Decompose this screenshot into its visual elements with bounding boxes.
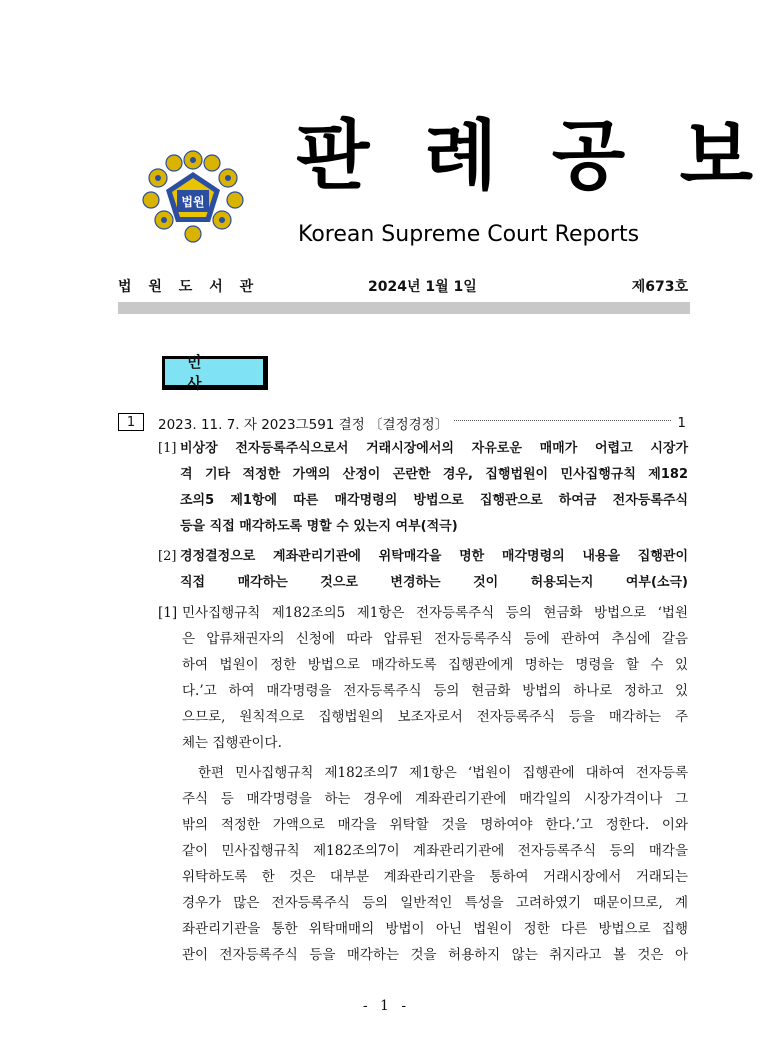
summary-item <box>158 544 688 596</box>
text-line: 체는 집행관이다. <box>182 735 282 751</box>
page-footer: - 1 - <box>362 998 411 1014</box>
publisher: 법 원 도 서 관 <box>118 279 260 295</box>
text-line: 등을 직접 매각하도록 명할 수 있는지 여부(적극) <box>180 519 458 534</box>
text-line: 같이 민사집행규칙 제182조의7이 계좌관리기관에 전자등록주식 등의 매각을 <box>182 843 688 859</box>
masthead-title: 판 례 공 보 <box>296 111 768 200</box>
case-heading: 2023. 11. 7. 자 2023그591 결정 〔결정경정〕 <box>158 417 449 433</box>
section-label: 민 사 <box>164 358 264 386</box>
summary-item <box>158 436 688 540</box>
text-line: 직접 매각하는 것으로 변경하는 것이 허용되는지 여부(소극) <box>180 575 688 590</box>
header-divider <box>118 302 690 314</box>
masthead-subtitle: Korean Supreme Court Reports <box>298 222 640 247</box>
issue-number: 제673호 <box>631 279 688 295</box>
section-label-box <box>162 353 268 392</box>
meta-row <box>118 276 688 298</box>
body-mark: [1] <box>158 605 178 621</box>
body-paragraph <box>158 600 688 756</box>
issue-date: 2024년 1월 1일 <box>368 279 477 295</box>
emblem-text: 법원 <box>181 194 205 209</box>
body-paragraph <box>158 760 688 968</box>
text-line: 다.’고 하여 매각명령을 전자등록주식 등의 현금화 방법의 하나로 정하고 있 <box>182 683 688 699</box>
case-page: 1 <box>677 415 686 431</box>
text-line: 관이 전자등록주식 등을 매각하는 것을 허용하지 않는 취지라고 볼 것은 아 <box>182 947 688 963</box>
case-number: 1 <box>118 413 144 431</box>
text-line: 위탁하도록 한 것은 대부분 계좌관리기관을 통하여 거래시장에서 거래되는 <box>182 869 688 885</box>
text-line: 주식 등 매각명령을 하는 경우에 계좌관리기관에 매각일의 시장가격이나 그 <box>182 791 688 807</box>
text-line: 비상장 전자등록주식으로서 거래시장에서의 자유로운 매매가 어렵고 시장가 <box>180 441 688 456</box>
text-line: 하여 법원이 정한 방법으로 매각하도록 집행관에게 명하는 명령을 할 수 있 <box>182 657 688 673</box>
summary-mark: [2] <box>158 549 177 564</box>
court-emblem <box>140 148 246 244</box>
text-line: 으므로, 원칙적으로 집행법원의 보조자로서 전자등록주식 등을 매각하는 주 <box>182 709 688 725</box>
dot-leader <box>454 420 671 421</box>
text-line: 조의5 제1항에 따른 매각명령의 방법으로 집행관으로 하여금 전자등록주식 <box>180 493 688 508</box>
text-line: 한편 민사집행규칙 제182조의7 제1항은 ‘법원이 집행관에 대하여 전자등록 <box>198 765 688 781</box>
text-line: 밖의 적정한 가액으로 매각을 위탁할 것을 명하여야 한다.’고 정한다. 이와 <box>182 817 688 833</box>
text-line: 격 기타 적정한 가액의 산정이 곤란한 경우, 집행법원이 민사집행규칙 제182 <box>180 467 688 482</box>
text-line: 경우가 많은 전자등록주식 등의 일반적인 특성을 고려하였기 때문이므로, 계 <box>182 895 688 911</box>
text-line: 은 압류채권자의 신청에 따라 압류된 전자등록주식 등에 관하여 추심에 갈음 <box>182 631 688 647</box>
text-line: 민사집행규칙 제182조의5 제1항은 전자등록주식 등의 현금화 방법으로 ‘법원 <box>182 605 688 621</box>
summary-mark: [1] <box>158 441 177 456</box>
case-heading-row <box>158 413 686 433</box>
text-line: 좌관리기관을 통한 위탁매매의 방법이 아닌 법원이 정한 다른 방법으로 집행 <box>182 921 688 937</box>
text-line: 경정결정으로 계좌관리기관에 위탁매각을 명한 매각명령의 내용을 집행관이 <box>180 549 688 564</box>
